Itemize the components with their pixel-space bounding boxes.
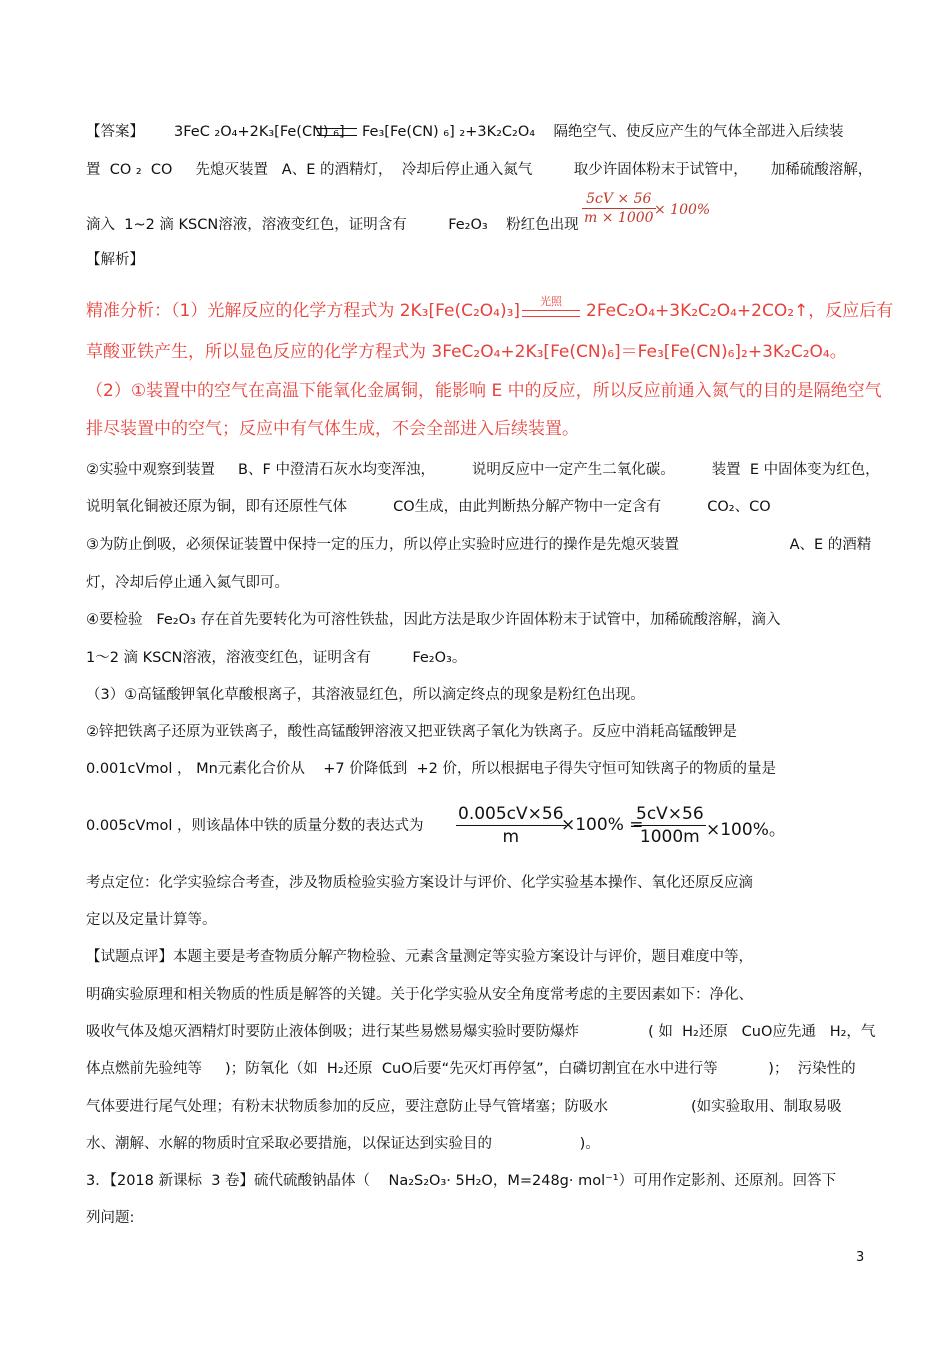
formula-fraction-1-numerator: 0.005cV×56 bbox=[458, 804, 564, 824]
body-line-1: ②实验中观察到装置 B、F 中澄清石灰水均变浑浊， 说明反应中一定产生二氧化碳。 装置 E 中固体变为红色， bbox=[86, 462, 880, 478]
answer-equation-right: Fe₃[Fe(CN) ₆] ₂+3K₂C₂O₄ 隔绝空气、使反应产生的气体全部进入后续装 bbox=[362, 124, 844, 140]
formula-tail: ×100%。 bbox=[706, 820, 786, 840]
answer-tag: 【答案】 bbox=[86, 124, 144, 140]
tail-line-6: 体点燃前先验纯等 )；防氧化（如 H₂还原 CuO后要“先灭灯再停氢”，白磷切割宜在水中进行等 )； 污染性的 bbox=[86, 1061, 856, 1077]
answer-fraction-tail: × 100% bbox=[654, 202, 711, 218]
answer-line-1 bbox=[86, 122, 345, 142]
equation-equals-sign bbox=[317, 128, 357, 136]
red-analysis-line-3: （2）①装置中的空气在高温下能氧化金属铜，能影响 E 中的反应，所以反应前通入氮气的目的是隔绝空气 bbox=[86, 381, 882, 401]
answer-line-2: 置 CO ₂ CO 先熄灭装置 A、E 的酒精灯， 冷却后停止通入氮气 取少许固体粉末于试管中， 加稀硫酸溶解， bbox=[86, 162, 873, 178]
page-number: 3 bbox=[856, 1250, 865, 1265]
answer-fraction-numerator: 5cV × 56 bbox=[586, 191, 652, 207]
analysis-title: 【解析】 bbox=[86, 252, 144, 268]
formula-fraction-1-denominator: m bbox=[502, 827, 520, 847]
body-line-9: 0.001cVmol ， Mn元素化合价从 +7 价降低到 +2 价，所以根据电子得失守恒可知铁离子的物质的量是 bbox=[86, 761, 776, 777]
formula-fraction-2 bbox=[634, 803, 706, 848]
question-3-line-2: 列问题: bbox=[86, 1210, 135, 1226]
red-analysis-line-4: 排尽装置中的空气；反应中有气体生成，不会全部进入后续装置。 bbox=[86, 419, 579, 439]
body-line-7: （3）①高锰酸钾氧化草酸根离子，其溶液显红色，所以滴定终点的现象是粉红色出现。 bbox=[86, 687, 645, 703]
red-analysis-line-1a: 精准分析：（1）光解反应的化学方程式为 2K₃[Fe(C₂O₄)₃] bbox=[86, 301, 521, 321]
red-analysis-line-1b: 2FeC₂O₄+3K₂C₂O₄+2CO₂↑，反应后有 bbox=[586, 301, 894, 321]
formula-fraction-2-numerator: 5cV×56 bbox=[636, 804, 704, 824]
formula-fraction-2-denominator: 1000m bbox=[639, 827, 700, 847]
body-line-4: 灯，冷却后停止通入氮气即可。 bbox=[86, 575, 289, 591]
body-line-3: ③为防止倒吸，必须保证装置中保持一定的压力，所以停止实验时应进行的操作是先熄灭装置 A、E 的酒精 bbox=[86, 537, 872, 553]
answer-fraction bbox=[582, 190, 656, 227]
tail-line-2: 定以及定量计算等。 bbox=[86, 912, 217, 928]
answer-equation-left: 3FeC ₂O₄+2K₃[Fe(CN) ₆] bbox=[174, 124, 345, 140]
formula-prefix: 0.005cVmol ，则该晶体中铁的质量分数的表达式为 bbox=[86, 818, 424, 834]
red-analysis-line-2: 草酸亚铁产生，所以显色反应的化学方程式为 3FeC₂O₄+2K₃[Fe(CN)₆]＝Fe₃[Fe(CN)₆]₂+3K₂C₂O₄。 bbox=[86, 342, 847, 362]
body-line-6: 1～2 滴 KSCN溶液，溶液变红色，证明含有 Fe₂O₃。 bbox=[86, 650, 467, 666]
body-line-2: 说明氧化铜被还原为铜，即有还原性气体 CO生成，由此判断热分解产物中一定含有 CO₂、CO bbox=[86, 499, 771, 515]
tail-line-5: 吸收气体及熄灭酒精灯时要防止液体倒吸；进行某些易燃易爆实验时要防爆炸 ( 如 H₂还原 CuO应先通 H₂，气 bbox=[86, 1024, 876, 1040]
formula-fraction-1 bbox=[456, 803, 566, 848]
reaction-condition-light: 光照 bbox=[540, 295, 562, 308]
tail-line-7: 气体要进行尾气处理；有粉末状物质参加的反应，要注意防止导气管堵塞；防吸水 (如实验取用、制取易吸 bbox=[86, 1099, 842, 1115]
red-equation-equals-sign bbox=[522, 310, 580, 317]
tail-line-3: 【试题点评】本题主要是考查物质分解产物检验、元素含量测定等实验方案设计与评价，题目难度中等， bbox=[86, 949, 753, 965]
formula-middle: ×100% = bbox=[561, 815, 644, 835]
answer-line-3: 滴入 1~2 滴 KSCN溶液，溶液变红色，证明含有 Fe₂O₃ 粉红色出现 bbox=[86, 217, 579, 233]
body-line-8: ②锌把铁离子还原为亚铁离子，酸性高锰酸钾溶液又把亚铁离子氧化为铁离子。反应中消耗高锰酸钾是 bbox=[86, 724, 737, 740]
question-3-line-1: 3．【2018 新课标 3 卷】硫代硫酸钠晶体（ Na₂S₂O₃· 5H₂O，M=248g· mol⁻¹）可用作定影剂、还原剂。回答下 bbox=[86, 1173, 837, 1189]
body-line-5: ④要检验 Fe₂O₃ 存在首先要转化为可溶性铁盐，因此方法是取少许固体粉末于试管中，加稀硫酸溶解，滴入 bbox=[86, 612, 781, 628]
answer-fraction-denominator: m × 1000 bbox=[584, 210, 654, 226]
tail-line-1: 考点定位：化学实验综合考查，涉及物质检验实验方案设计与评价、化学实验基本操作、氧化还原反应滴 bbox=[86, 875, 753, 891]
tail-line-8: 水、潮解、水解的物质时宜采取必要措施，以保证达到实验目的 )。 bbox=[86, 1136, 600, 1152]
tail-line-4: 明确实验原理和相关物质的性质是解答的关键。关于化学实验从安全角度常考虑的主要因素如下：净化、 bbox=[86, 987, 753, 1003]
